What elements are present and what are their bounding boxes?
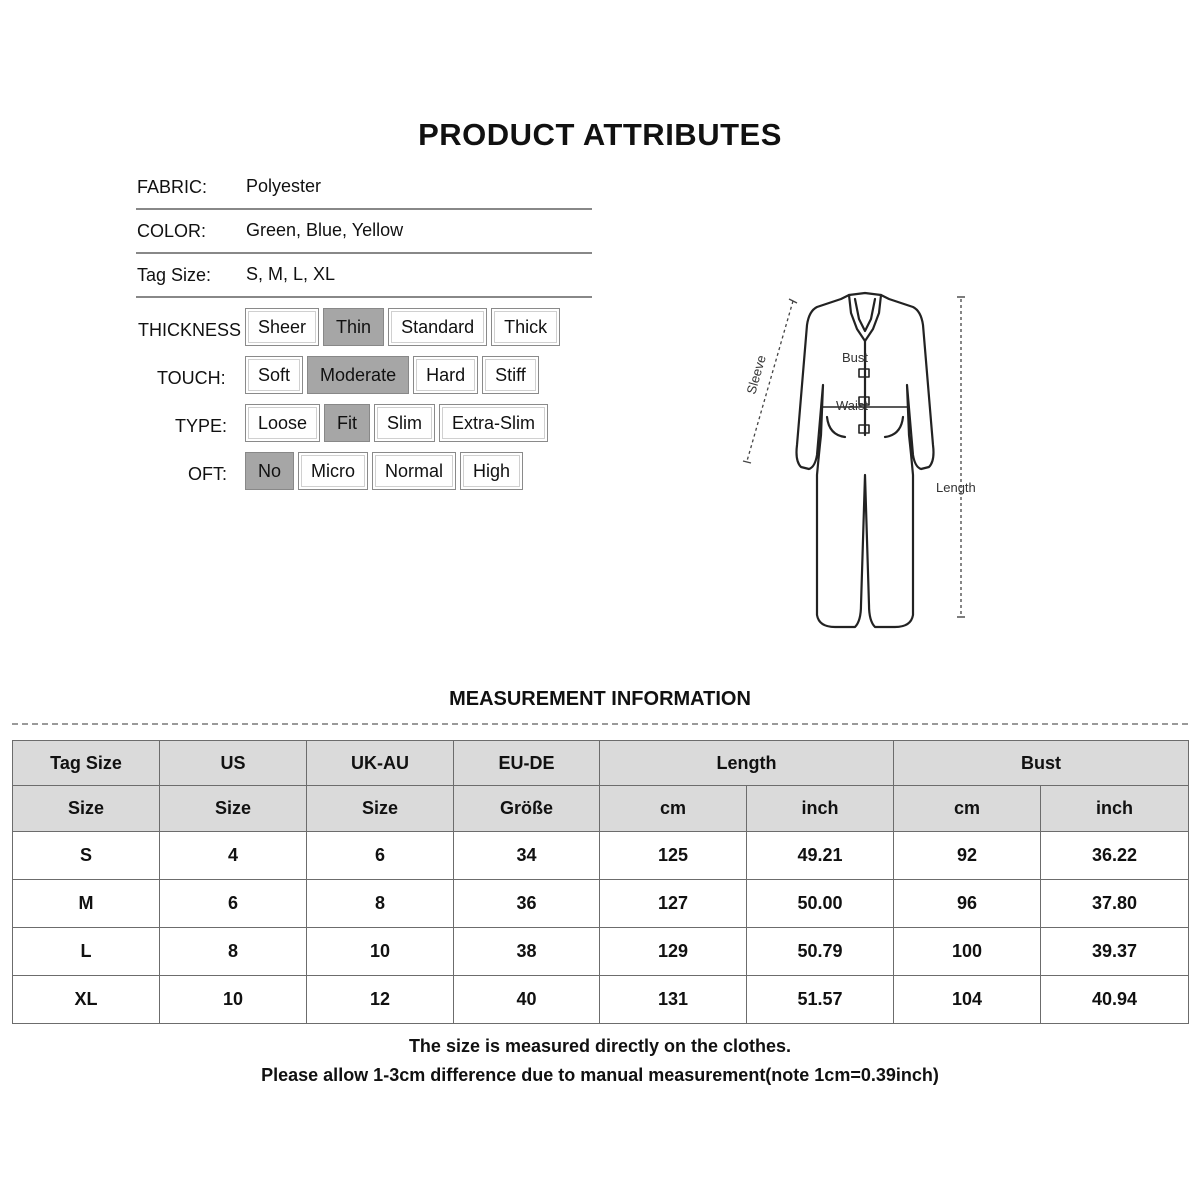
table-subheader-cell: inch [1041,786,1189,832]
table-cell: 50.00 [747,880,894,928]
table-cell: L [13,928,160,976]
fabric-value: Polyester [246,176,322,196]
sleeve-label: Sleeve [743,353,769,396]
thickness-options [245,308,560,346]
oft-label: OFT: [188,464,227,484]
table-subheader-cell: Size [13,786,160,832]
divider [136,252,592,254]
color-value: Green, Blue, Yellow [246,220,404,240]
option-thick: Thick [491,308,560,346]
table-subheader-cell: cm [600,786,747,832]
option-soft: Soft [245,356,303,394]
bust-label: Bust [842,350,869,365]
oft-options [245,452,523,490]
note-line-2: Please allow 1-3cm difference due to manual measurement(note 1cm=0.39inch) [261,1065,939,1085]
option-thin: Thin [323,308,384,346]
table-cell: 131 [600,976,747,1024]
table-header-cell: UK-AU [307,741,454,786]
table-cell: 40.94 [1041,976,1189,1024]
table-cell: 10 [307,928,454,976]
table-subheader-cell: inch [747,786,894,832]
divider [136,296,592,298]
table-cell: 96 [894,880,1041,928]
table-cell: 6 [160,880,307,928]
table-subheader-cell: Size [160,786,307,832]
option-sheer: Sheer [245,308,319,346]
option-slim: Slim [374,404,435,442]
measurement-title: MEASUREMENT INFORMATION [449,688,751,710]
table-cell: 50.79 [747,928,894,976]
table-cell: 129 [600,928,747,976]
option-hard: Hard [413,356,478,394]
length-label: Length [936,480,976,495]
note-line-1: The size is measured directly on the clothes. [408,1036,792,1056]
table-cell: 4 [160,832,307,880]
table-row [13,928,1189,976]
table-cell: 104 [894,976,1041,1024]
measurement-table [12,740,1189,1024]
table-cell: 8 [307,880,454,928]
table-cell: 12 [307,976,454,1024]
table-subheader-cell: Size [307,786,454,832]
page-title: PRODUCT ATTRIBUTES [418,117,782,152]
table-cell: M [13,880,160,928]
option-standard: Standard [388,308,487,346]
option-moderate: Moderate [307,356,409,394]
option-no: No [245,452,294,490]
option-normal: Normal [372,452,456,490]
table-row [13,880,1189,928]
table-cell: 37.80 [1041,880,1189,928]
table-header-cell: US [160,741,307,786]
type-label: TYPE: [175,416,228,436]
thickness-label: THICKNESS [138,320,242,340]
color-label: COLOR: [137,221,207,241]
table-cell: 40 [454,976,600,1024]
table-cell: 39.37 [1041,928,1189,976]
touch-options [245,356,539,394]
table-cell: 125 [600,832,747,880]
waist-label: Waist [836,398,869,413]
table-cell: 10 [160,976,307,1024]
option-fit: Fit [324,404,370,442]
table-header-cell: EU-DE [454,741,600,786]
table-subheader-cell: Größe [454,786,600,832]
table-cell: 49.21 [747,832,894,880]
table-cell: 92 [894,832,1041,880]
option-micro: Micro [298,452,368,490]
table-cell: S [13,832,160,880]
table-cell: 8 [160,928,307,976]
dashed-divider [12,723,1188,725]
option-loose: Loose [245,404,320,442]
fabric-label: FABRIC: [137,177,208,197]
tag-size-value: S, M, L, XL [246,264,336,284]
table-row [13,832,1189,880]
option-extra-slim: Extra-Slim [439,404,548,442]
type-options [245,404,548,442]
table-cell: 38 [454,928,600,976]
table-cell: 6 [307,832,454,880]
table-cell: XL [13,976,160,1024]
table-cell: 100 [894,928,1041,976]
option-high: High [460,452,523,490]
table-header-cell: Tag Size [13,741,160,786]
touch-label: TOUCH: [157,368,226,388]
table-cell: 36 [454,880,600,928]
divider [136,208,592,210]
tag-size-label: Tag Size: [137,265,212,285]
table-cell: 34 [454,832,600,880]
option-stiff: Stiff [482,356,539,394]
table-cell: 51.57 [747,976,894,1024]
table-header-cell: Bust [894,741,1189,786]
table-subheader-cell: cm [894,786,1041,832]
table-header-cell: Length [600,741,894,786]
table-cell: 127 [600,880,747,928]
table-cell: 36.22 [1041,832,1189,880]
table-row [13,976,1189,1024]
jumpsuit-measurement-diagram [735,285,995,635]
